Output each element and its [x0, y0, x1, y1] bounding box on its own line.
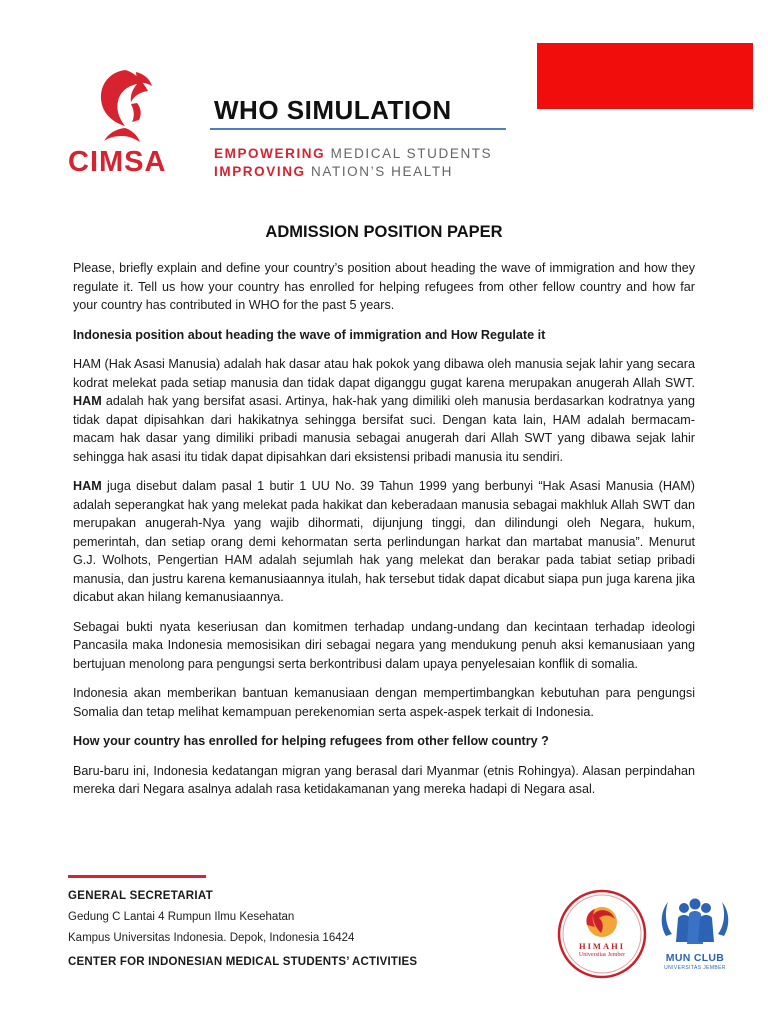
paragraph-aid: Indonesia akan memberikan bantuan kemanusiaan dengan mempertimbangkan kebutuhan para pengungsi Somalia dan tetap melihat kemampuan perekenomian serta aspek-aspek terkait di Indonesia.: [73, 686, 695, 719]
footer-divider: [68, 875, 206, 878]
tagline-2-rest: NATION’S HEALTH: [311, 164, 454, 179]
para2-bold-ham: HAM: [73, 479, 102, 493]
para1-text-c: adalah hak yang bersifat asasi. Artinya, hak-hak yang dimiliki oleh manusia berdasarkan kodratnya yang tidak dapat dipisahkan dari hakikatnya sehingga bersifat suci. Dengan kata lain, HAM adalah bermacam-macam hak dasar yang dimiliki pribadi manusia sebagai anugerah dari Allah SWT yang dibawa sejak lahir sehingga hak asasi itu tidak dapat dipisahkan dari eksistensi pribadi manusia itu sendiri.: [73, 394, 695, 464]
title-underline: [210, 128, 506, 130]
tagline-1-emphasis: EMPOWERING: [214, 146, 326, 161]
mun-club-logo: [654, 892, 736, 978]
paragraph-rohingya: Baru-baru ini, Indonesia kedatangan migran yang berasal dari Myanmar (etnis Rohingya). Alasan perpindahan mereka dari Negara asalnya adalah rasa ketidakamanan yang mereka hadapi di Negara asal.: [73, 763, 695, 796]
footer-address-line-1: Gedung C Lantai 4 Rumpun Ilmu Kesehatan: [68, 911, 295, 923]
section-1-heading: Indonesia position about heading the wave of immigration and How Regulate it: [73, 327, 546, 342]
cimsa-logo: [66, 66, 182, 182]
himahi-subtitle: Universitas Jember: [578, 952, 626, 958]
footer-address-line-2: Kampus Universitas Indonesia. Depok, Indonesia 16424: [68, 932, 355, 944]
document-body: [73, 259, 695, 810]
tagline-line-2: [214, 164, 453, 179]
cimsa-logo-text: CIMSA: [68, 146, 167, 178]
tagline-1-rest: MEDICAL STUDENTS: [330, 146, 493, 161]
mun-club-subtitle: UNIVERSITAS JEMBER: [664, 965, 726, 971]
un-emblem-icon: [654, 892, 736, 952]
himahi-emblem-icon: [557, 889, 647, 979]
phoenix-icon: [92, 66, 158, 142]
himahi-label: HIMAHI: [579, 941, 625, 951]
mun-club-title: MUN CLUB: [665, 952, 725, 964]
paragraph-ham-definition: [73, 355, 695, 466]
para1-text-a: HAM (Hak Asasi Manusia) adalah hak dasar atau hak pokok yang dibawa oleh manusia sejak lahir yang secara kodrat melekat pada setiap manusia dan tidak dapat diganggu gugat karena merupakan anugerah Allah SWT.: [73, 357, 695, 390]
tagline-2-emphasis: IMPROVING: [214, 164, 306, 179]
para2-text-b: juga disebut dalam pasal 1 butir 1 UU No. 39 Tahun 1999 yang berbunyi “Hak Asasi Manusia (HAM) adalah seperangkat hak yang melekat pada hakikat dan keberadaan manusia sebagai makhluk Allah SWT dan merupakan anugerah-Nya yang wajib dihormati, dijunjung tinggi, dan dilindungi oleh Negara, hukum, pemerintah, dan setiap orang demi kehormatan serta perlindungan harkat dan martabat manusia”. Menurut G.J. Wolhots, Pengertian HAM adalah sejumlah hak yang melekat dan berakar pada tabiat setiap pribadi manusia, dan justru karena kemanusiaannya itulah, hak tersebut tidak dapat dicabut siapa pun juga karena jika dicabut akan hilang kemanusiaannya.: [73, 479, 695, 604]
footer-organization: CENTER FOR INDONESIAN MEDICAL STUDENTS’ ACTIVITIES: [68, 956, 418, 968]
footer-secretariat: GENERAL SECRETARIAT: [68, 890, 213, 902]
section-2-heading: How your country has enrolled for helping refugees from other fellow country ?: [73, 734, 549, 748]
intro-paragraph: Please, briefly explain and define your country’s position about heading the wave of immigration and how they regulate it. Tell us how your country has enrolled for helping refugees from other fellow country and how far your country has contributed in WHO for the past 5 years.: [73, 261, 695, 312]
tagline-line-1: [214, 146, 492, 161]
document-heading: ADMISSION POSITION PAPER: [265, 223, 503, 241]
page-title: WHO SIMULATION: [214, 95, 452, 125]
paragraph-ham-law: [73, 477, 695, 607]
himahi-logo: [557, 889, 647, 979]
para1-bold-ham: HAM: [73, 394, 102, 408]
flag-red-band: [537, 43, 753, 109]
paragraph-pancasila: Sebagai bukti nyata keseriusan dan komitmen terhadap undang-undang dan kecintaan terhadap ideologi Pancasila maka Indonesia memosisikan diri sebagai negara yang mendukung penuh aksi kemanusiaan yang bertujuan menolong para pengungsi serta berkontribusi dalam upaya penyelesaian konflik di somalia.: [73, 619, 695, 671]
